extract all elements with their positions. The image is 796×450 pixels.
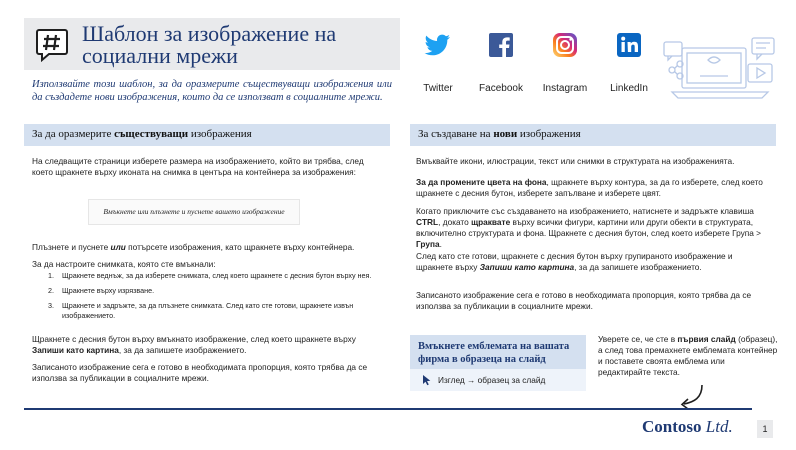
company-logo: Contoso Ltd. xyxy=(642,417,733,436)
social-label: Instagram xyxy=(542,83,588,94)
right-paragraph-4: След като сте готови, щракнете с десния бутон върху групираното изображение и щракнете върху Запиши като картина, за да запишете изображението. xyxy=(416,251,733,272)
twitter-icon xyxy=(423,30,453,60)
right-paragraph-3: Когато приключите със създаването на изображението, натиснете и задръжте клавиша CTRL, докато щраквате върху всички фигури, картини или други обекти в структурата, включително структурата и фона. Щракнете с десния бутон, след което изберете Група > Група. xyxy=(416,206,762,249)
hashtag-chat-icon xyxy=(36,28,68,62)
right-section-heading xyxy=(410,124,776,146)
right-paragraph-2: За да промените цвета на фона, щракнете върху контура, за да го изберете, след което щракнете с десния бутон, изберете запълване и изберете цвят. xyxy=(416,177,763,198)
right-paragraph-5: Записаното изображение сега е готово в необходимата пропорция, която трябва да се използва за публикации в социалните мрежи. xyxy=(416,290,752,311)
social-label: LinkedIn xyxy=(610,83,648,94)
left-paragraph-2: Плъзнете и пуснете или потърсете изображения, като щракнете върху контейнера. xyxy=(32,242,355,252)
laptop-social-illustration xyxy=(660,30,780,110)
intro-text: Използвайте този шаблон, за да оразмерите съществуващи изображения или да създадете нови изображения, които да се използват в социалните мрежи. xyxy=(32,79,392,103)
heading-text: За да оразмерите xyxy=(32,128,115,140)
logo-box-hint-bar xyxy=(410,369,586,391)
facebook-icon xyxy=(486,30,516,60)
linkedin-icon xyxy=(614,30,644,60)
heading-text: изображения xyxy=(188,128,252,140)
page-title: Шаблон за изображение на социални мрежи xyxy=(82,21,337,68)
social-label: Facebook xyxy=(479,83,523,94)
social-linkedin[interactable] xyxy=(589,30,669,94)
right-paragraph-1: Вмъквайте икони, илюстрации, текст или снимки в структурата на изображенията. xyxy=(416,156,735,166)
left-paragraph-1: На следващите страници изберете размера на изображението, който ви трябва, след което щракнете върху иконата на снимка в центъра на контейнера за изображения: xyxy=(32,156,364,177)
page-number: 1 xyxy=(757,420,773,438)
instagram-icon xyxy=(550,30,580,60)
heading-text: изображения xyxy=(517,128,581,140)
left-paragraph-4: Щракнете с десния бутон върху вмъкнато изображение, след което щракнете върху Запиши като картина, за да запишете изображението. xyxy=(32,334,356,355)
left-section-heading xyxy=(24,124,390,146)
crop-steps-list xyxy=(48,271,378,326)
side-note: Уверете се, че сте в първия слайд (образец), а след това премахнете емблемата контейнер и поставете своята емблема или редактирайте текста. xyxy=(598,334,778,377)
logo-box-title: Вмъкнете емблемата на вашата фирма в образеца на слайд xyxy=(418,341,570,365)
image-placeholder[interactable]: Вмъкнете или плъзнете и пуснете вашето изображение xyxy=(88,199,300,225)
footer-divider xyxy=(24,408,752,410)
cursor-arrow-icon xyxy=(422,374,432,386)
logo-box-hint: Изглед → образец за слайд xyxy=(438,375,546,385)
title-box xyxy=(24,18,400,70)
heading-bold: нови xyxy=(493,128,518,140)
list-item: 1. Щракнете веднъж, за да изберете снимката, след което щракнете с десния бутон върху нея. xyxy=(48,271,372,280)
heading-bold: съществуващи xyxy=(114,128,189,140)
logo-insert-box xyxy=(410,335,586,391)
list-item: 3. Щракнете и задръжте, за да плъзнете снимката. След като сте готови, щракнете извън изображението. xyxy=(48,301,354,320)
left-paragraph-3: За да настроите снимката, която сте вмъкнали: xyxy=(32,259,216,269)
list-item: 2. Щракнете върху изрязване. xyxy=(48,286,155,295)
social-label: Twitter xyxy=(423,83,453,94)
heading-text: За създаване на xyxy=(418,128,494,140)
left-paragraph-5: Записаното изображение сега е готово в необходимата пропорция, която трябва да се използва за публикации в социалните мрежи. xyxy=(32,362,368,383)
